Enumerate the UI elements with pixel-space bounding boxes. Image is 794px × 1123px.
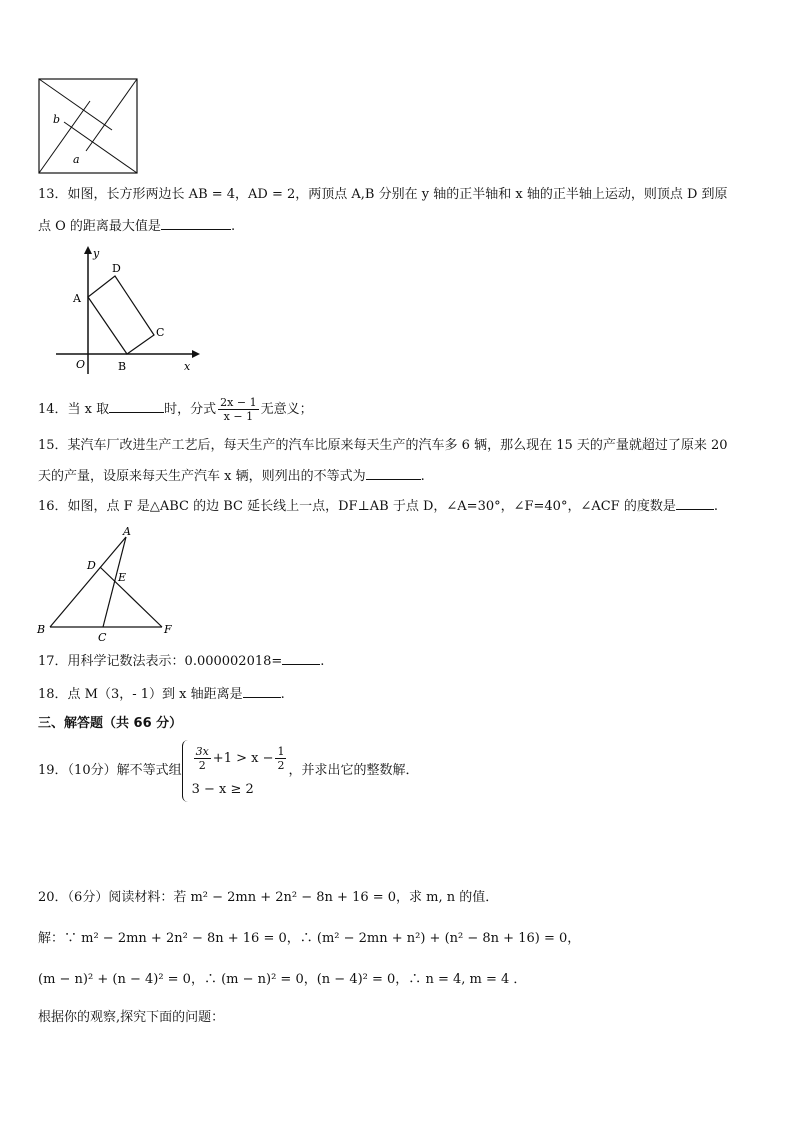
- q18: 18．点 M（3，- 1）到 x 轴距离是 .: [38, 687, 285, 702]
- q20-line4: 根据你的观察,探究下面的问题：: [38, 1010, 225, 1025]
- point-E: E: [118, 571, 127, 584]
- origin-O: O: [76, 358, 86, 371]
- answer-blank: [676, 497, 714, 510]
- section-heading: 三、解答题（共 66 分）: [38, 716, 183, 731]
- figure-square-pinwheel: [38, 78, 140, 180]
- q16: 16．如图，点 F 是△ABC 的边 BC 延长线上一点，DF⊥AB 于点 D，∠A=30°，∠F=40°，∠ACF 的度数是 .: [38, 499, 718, 514]
- q17: 17．用科学记数法表示：0.000002018= .: [38, 654, 325, 669]
- q14: 14．当 x 取 时，分式 $\frac{2x - 1}{x - 1}$ 无意义；: [38, 396, 313, 423]
- q15-line2: 天的产量，设原来每天生产汽车 x 辆，则列出的不等式为 .: [38, 469, 425, 484]
- inequality-system: $\frac{3x}{2}$ +1 > x − $\frac{1}{2}$ 3 − x ≥ 2: [182, 740, 289, 802]
- answer-blank: [109, 400, 164, 413]
- point-F: F: [164, 623, 172, 636]
- point-B: B: [118, 360, 127, 373]
- q20-line3: (m − n)² + (n − 4)² = 0，∴ (m − n)² = 0，(n − 4)² = 0，∴ n = 4, m = 4 ．: [38, 972, 527, 987]
- axis-label-y: y: [93, 247, 100, 260]
- q20-line2: 解：∵ m² − 2mn + 2n² − 8n + 16 = 0，∴ (m² − 2mn + n²) + (n² − 8n + 16) = 0，: [38, 931, 581, 946]
- figure-triangle: [34, 523, 184, 649]
- label-a: a: [73, 153, 80, 166]
- answer-blank: [161, 217, 231, 230]
- point-D: D: [87, 559, 96, 572]
- point-C: C: [98, 631, 107, 644]
- q20-line1: 20．（6分）阅读材料：若 m² − 2mn + 2n² − 8n + 16 = 0，求 m, n 的值．: [38, 890, 499, 905]
- answer-blank: [243, 685, 281, 698]
- answer-blank: [282, 652, 320, 665]
- point-A: A: [123, 525, 131, 538]
- q15-line1: 15．某汽车厂改进生产工艺后，每天生产的汽车比原来每天生产的汽车多 6 辆，那么现在 15 天的产量就超过了原来 20: [38, 438, 728, 453]
- point-C: C: [156, 326, 165, 339]
- point-D: D: [112, 262, 121, 275]
- answer-blank: [366, 467, 421, 480]
- q19: 19．（10分）解不等式组 $\frac{3x}{2}$ +1 > x − $\frac{1}{2}$ 3 − x ≥ 2 ，并求出它的整数解．: [38, 740, 419, 802]
- q13-line1: 13．如图，长方形两边长 AB = 4，AD = 2，两顶点 A,B 分别在 y 轴的正半轴和 x 轴的正半轴上运动，则顶点 D 到原: [38, 187, 728, 202]
- q13-line2: 点 O 的距离最大值是 .: [38, 219, 236, 234]
- point-B: B: [37, 623, 46, 636]
- label-b: b: [53, 113, 61, 126]
- point-A: A: [73, 292, 81, 305]
- fraction: $\frac{2x - 1}{x - 1}$: [220, 396, 257, 423]
- figure-rectangle-axes: [50, 244, 200, 378]
- axis-label-x: x: [184, 360, 191, 373]
